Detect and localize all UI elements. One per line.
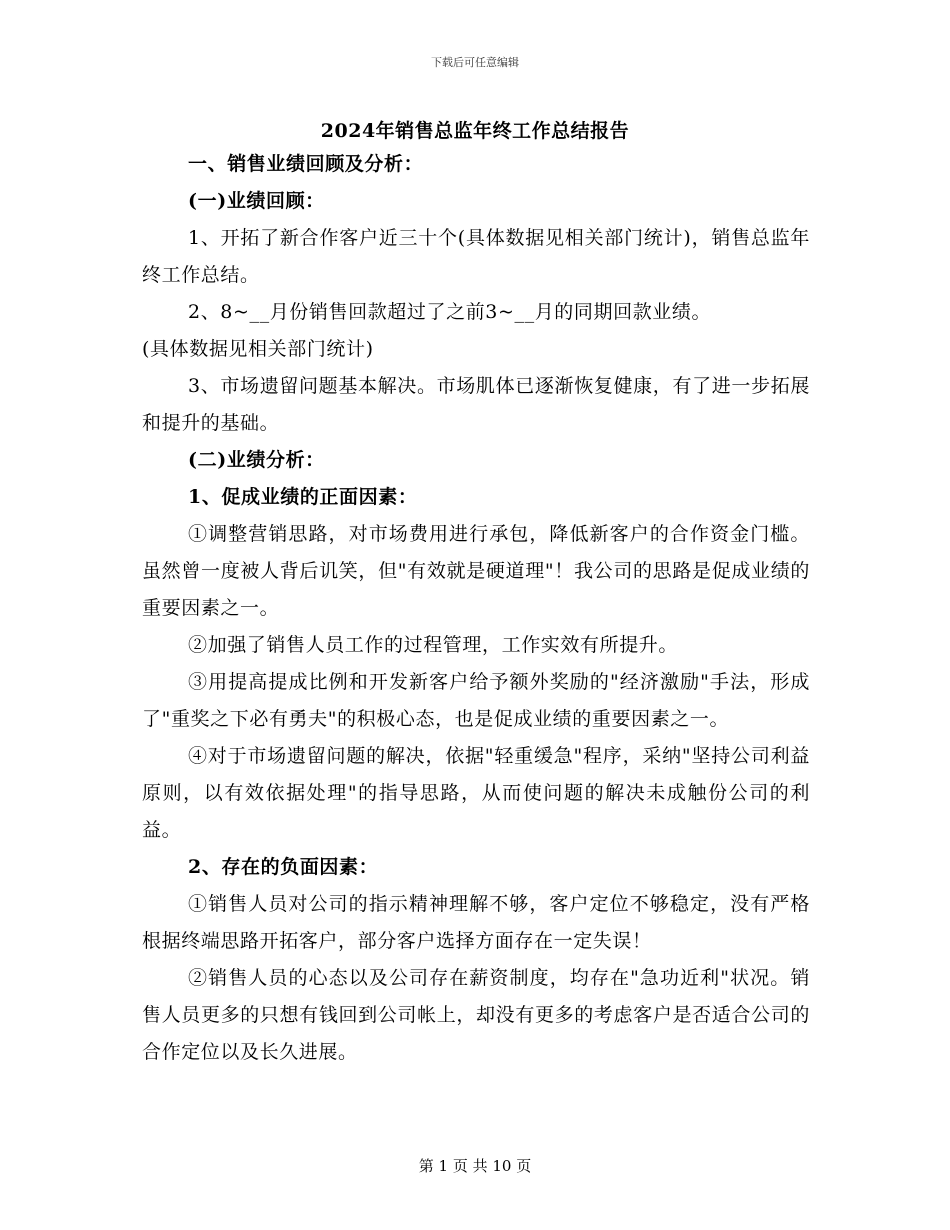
paragraph: ③用提高提成比例和开发新客户给予额外奖励的"经济激励"手法，形成了"重奖之下必有勇夫"的积极心态，也是促成业绩的重要因素之一。 xyxy=(142,671,810,730)
document-title: 2024年销售总监年终工作总结报告 xyxy=(320,120,630,142)
section-heading: (二)业绩分析： xyxy=(188,449,325,471)
header-note: 下载后可任意编辑 xyxy=(431,56,519,69)
paragraph: (具体数据见相关部门统计) xyxy=(142,338,374,360)
paragraph: 1、开拓了新合作客户近三十个(具体数据见相关部门统计)，销售总监年终工作总结。 xyxy=(142,227,810,286)
document-body xyxy=(142,146,810,1071)
section-heading: (一)业绩回顾： xyxy=(188,190,325,212)
section-heading: 2、存在的负面因素： xyxy=(188,856,379,878)
paragraph: 2、8~__月份销售回款超过了之前3~__月的同期回款业绩。 xyxy=(188,301,712,323)
section-heading: 1、促成业绩的正面因素： xyxy=(188,486,418,508)
paragraph: ②加强了销售人员工作的过程管理，工作实效有所提升。 xyxy=(188,634,679,656)
paragraph: ④对于市场遗留问题的解决，依据"轻重缓急"程序，采纳"坚持公司利益原则，以有效依据处理"的指导思路，从而使问题的解决未成触份公司的利益。 xyxy=(142,745,810,841)
paragraph: ①销售人员对公司的指示精神理解不够，客户定位不够稳定，没有严格根据终端思路开拓客户，部分客户选择方面存在一定失误！ xyxy=(142,893,810,952)
paragraph: ①调整营销思路，对市场费用进行承包，降低新客户的合作资金门槛。虽然曾一度被人背后讥笑，但"有效就是硬道理"！我公司的思路是促成业绩的重要因素之一。 xyxy=(142,523,810,619)
paragraph: ②销售人员的心态以及公司存在薪资制度，均存在"急功近利"状况。销售人员更多的只想有钱回到公司帐上，却没有更多的考虑客户是否适合公司的合作定位以及长久进展。 xyxy=(142,967,810,1063)
page-footer: 第 1 页 共 10 页 xyxy=(418,1157,532,1175)
section-heading: 一、销售业绩回顾及分析： xyxy=(188,153,424,175)
paragraph: 3、市场遗留问题基本解决。市场肌体已逐渐恢复健康，有了进一步拓展和提升的基础。 xyxy=(142,375,810,434)
